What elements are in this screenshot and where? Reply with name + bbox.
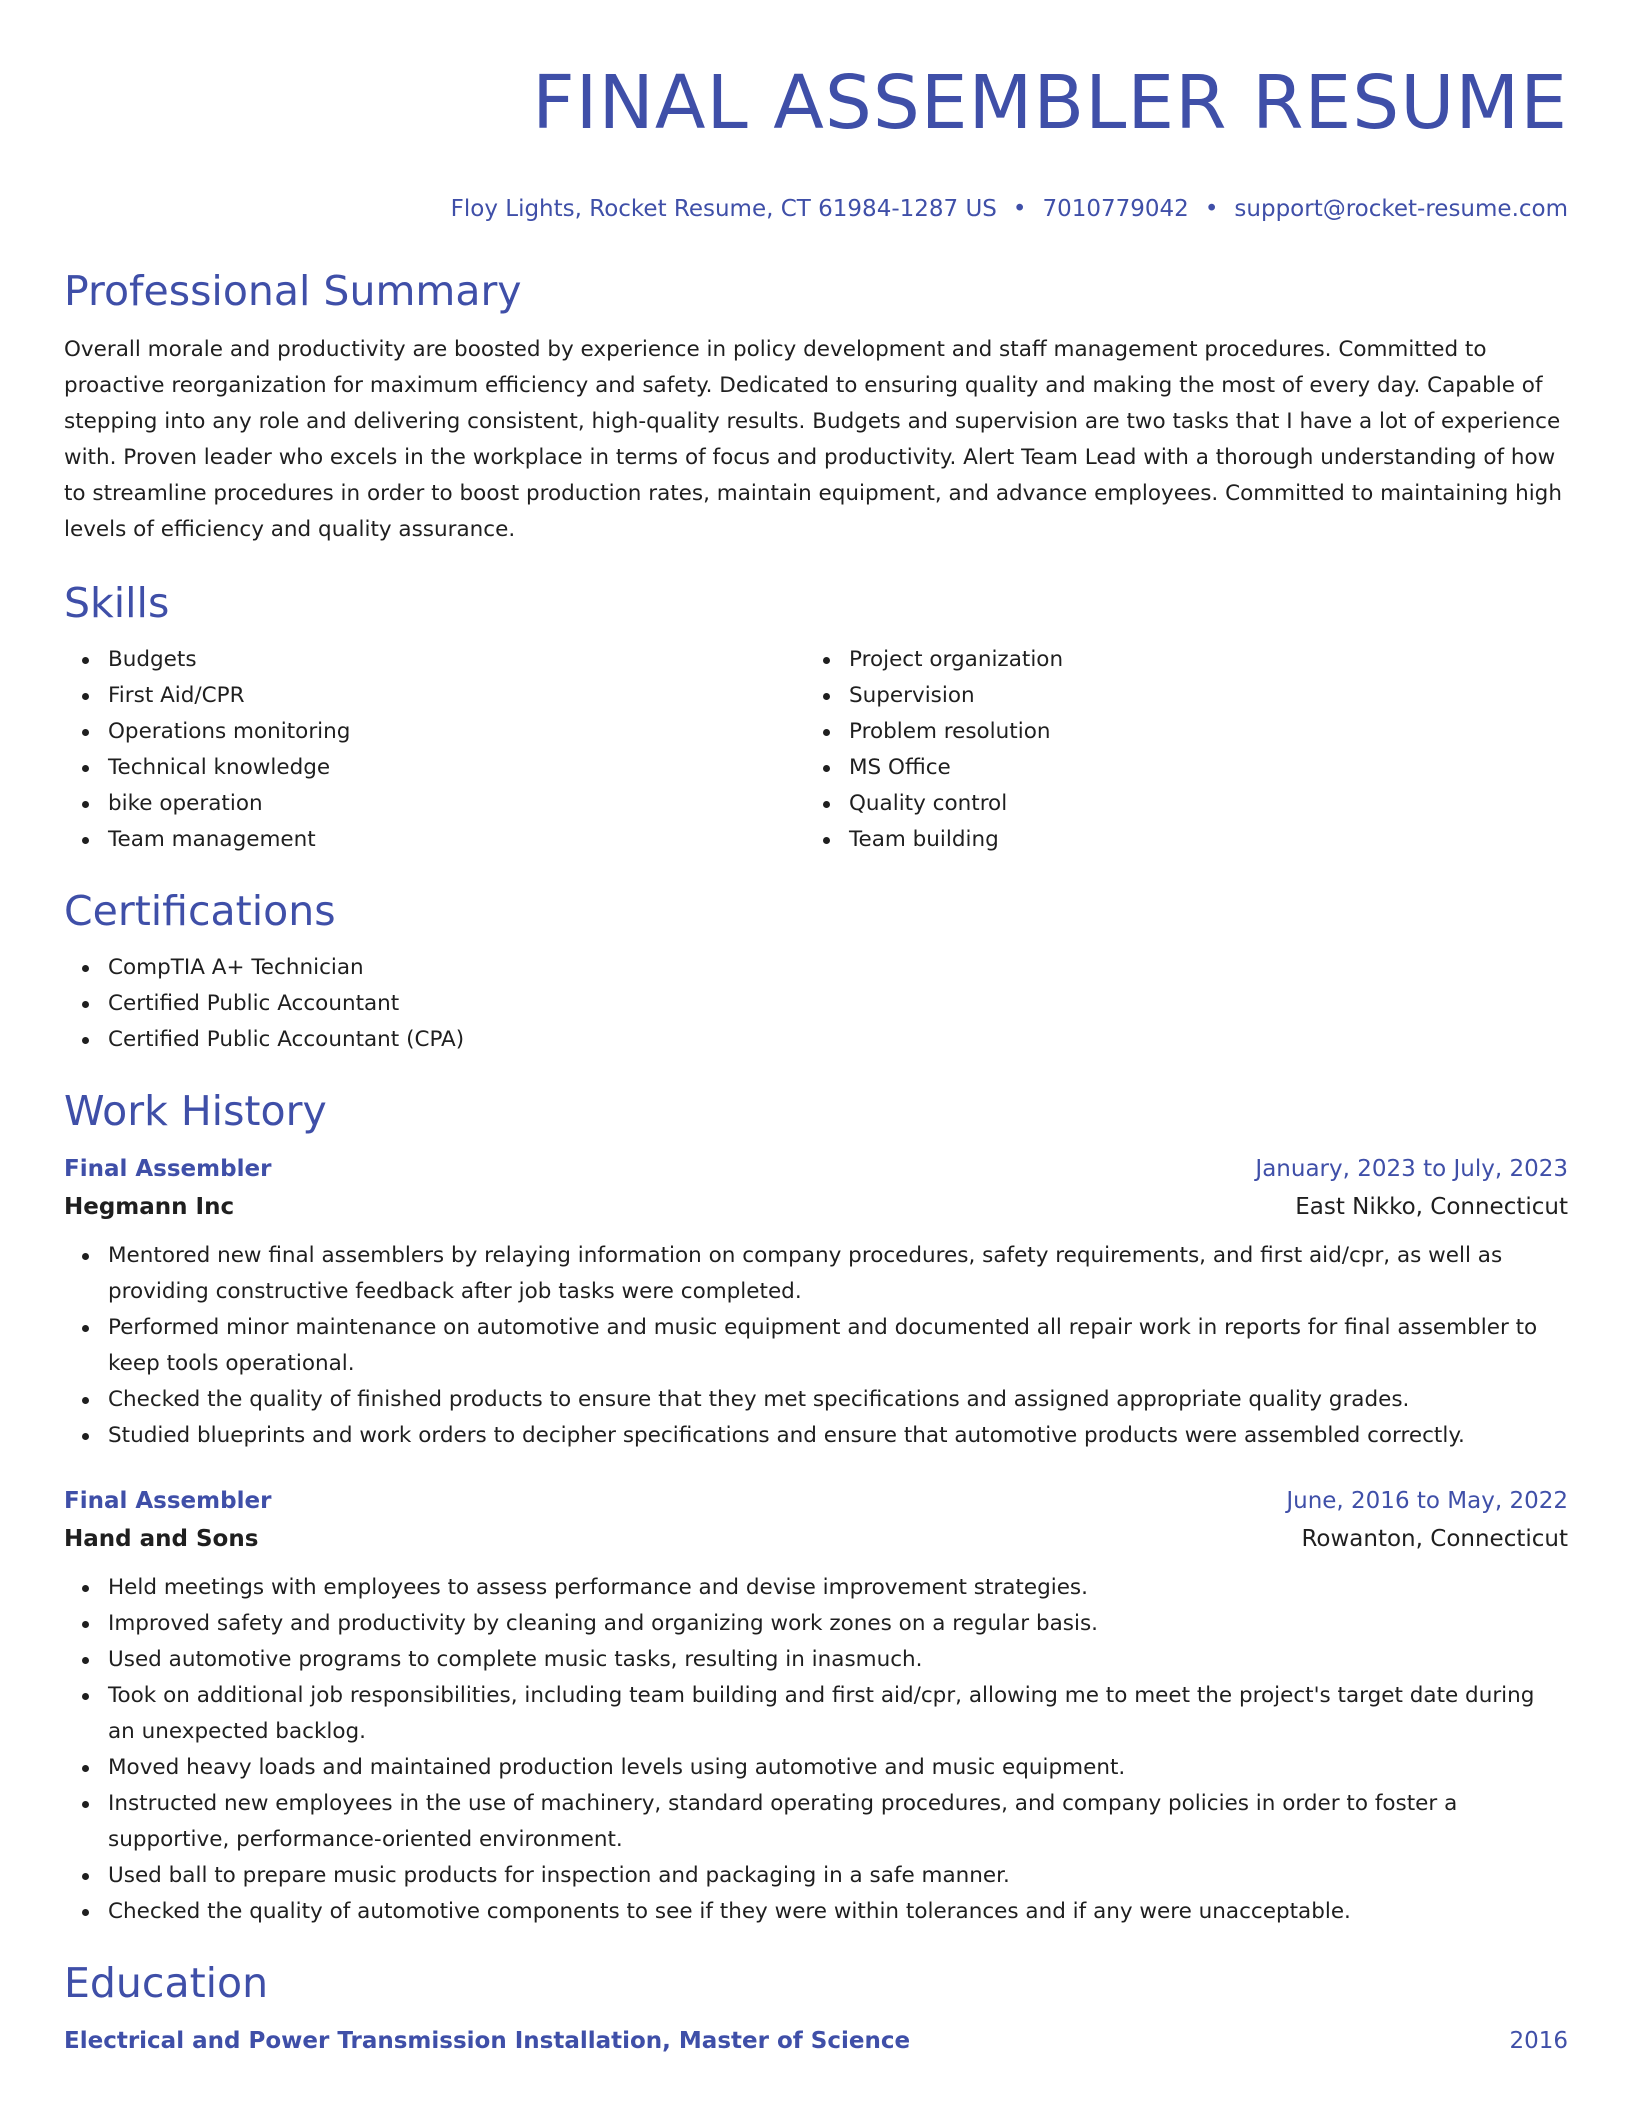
skill-item: Team management [108, 822, 805, 858]
job-company: Hegmann Inc [64, 1194, 235, 1220]
section-heading: Work History [64, 1087, 327, 1135]
education-entry [64, 2022, 1568, 2060]
job-bullet: Used automotive programs to complete music tasks, resulting in inasmuch. [108, 1642, 1568, 1678]
skills-list-left [64, 642, 805, 858]
section-heading: Education [64, 1959, 269, 2007]
skill-item: First Aid/CPR [108, 678, 805, 714]
skill-item: Operations monitoring [108, 714, 805, 750]
job-header [64, 1150, 1568, 1188]
skill-item: Supervision [849, 678, 1546, 714]
skill-item: MS Office [849, 750, 1546, 786]
skills-section [64, 578, 1568, 858]
job-bullet: Moved heavy loads and maintained production levels using automotive and music equipment. [108, 1750, 1568, 1786]
skill-item: Team building [849, 822, 1546, 858]
education-section [64, 1958, 1568, 2060]
job-bullets [64, 1238, 1568, 1454]
job-dates: January, 2023 to July, 2023 [1255, 1156, 1568, 1182]
work-history-section [64, 1086, 1568, 1930]
contact-address: Floy Lights, Rocket Resume, CT 61984-1287 US [450, 196, 997, 222]
certifications-section [64, 886, 1568, 1058]
job-entry [64, 1150, 1568, 1454]
job-entry [64, 1482, 1568, 1930]
job-bullet: Used ball to prepare music products for inspection and packaging in a safe manner. [108, 1858, 1568, 1894]
certification-item: Certified Public Accountant (CPA) [108, 1022, 1568, 1058]
job-bullet: Took on additional job responsibilities, including team building and first aid/cpr, allowing me to meet the project's target date during an unexpected backlog. [108, 1678, 1568, 1750]
contact-email[interactable]: support@rocket-resume.com [1234, 196, 1568, 222]
job-subheader [64, 1188, 1568, 1226]
job-bullet: Checked the quality of automotive components to see if they were within tolerances and if any were unacceptable. [108, 1894, 1568, 1930]
certification-item: CompTIA A+ Technician [108, 950, 1568, 986]
skills-list-right [805, 642, 1546, 858]
section-heading: Skills [64, 579, 170, 627]
job-title: Final Assembler [64, 1488, 272, 1514]
job-location: East Nikko, Connecticut [1295, 1194, 1568, 1220]
job-title: Final Assembler [64, 1156, 272, 1182]
job-bullet: Improved safety and productivity by cleaning and organizing work zones on a regular basis. [108, 1606, 1568, 1642]
certifications-list [64, 950, 1568, 1058]
certification-item: Certified Public Accountant [108, 986, 1568, 1022]
job-bullet: Studied blueprints and work orders to decipher specifications and ensure that automotive products were assembled correctly. [108, 1418, 1568, 1454]
skill-item: bike operation [108, 786, 805, 822]
contact-phone[interactable]: 7010779042 [1042, 196, 1189, 222]
skill-item: Project organization [849, 642, 1546, 678]
skill-item: Budgets [108, 642, 805, 678]
resume-title: FINAL ASSEMBLER RESUME [532, 60, 1568, 146]
job-subheader [64, 1520, 1568, 1558]
section-heading: Professional Summary [64, 267, 522, 315]
skill-item: Problem resolution [849, 714, 1546, 750]
summary-text: Overall morale and productivity are boosted by experience in policy development and staff management procedures. Committed to proactive reorganization for maximum efficiency and safety. Dedicated to ensuring quality and making the most of every day. Capable of stepping into any role and delivering consistent, high-quality results. Budgets and supervision are two tasks that I have a lot of experience with. Proven leader who excels in the workplace in terms of focus and productivity. Alert Team Lead with a thorough understanding of how to streamline procedures in order to boost production rates, maintain equipment, and advance employees. Committed to maintaining high levels of efficiency and quality assurance. [64, 337, 1562, 542]
job-bullet: Instructed new employees in the use of machinery, standard operating procedures, and company policies in order to foster a supportive, performance-oriented environment. [108, 1786, 1568, 1858]
job-dates: June, 2016 to May, 2022 [1286, 1488, 1568, 1514]
education-year: 2016 [1509, 2028, 1568, 2054]
job-company: Hand and Sons [64, 1526, 259, 1552]
summary-section [64, 266, 1568, 548]
contact-separator: • [1012, 196, 1027, 222]
contact-separator: • [1204, 196, 1219, 222]
job-bullets [64, 1570, 1568, 1930]
job-bullet: Performed minor maintenance on automotive and music equipment and documented all repair work in reports for final assembler to keep tools operational. [108, 1310, 1568, 1382]
job-bullet: Checked the quality of finished products to ensure that they met specifications and assigned appropriate quality grades. [108, 1382, 1568, 1418]
job-header [64, 1482, 1568, 1520]
job-location: Rowanton, Connecticut [1301, 1526, 1568, 1552]
education-degree: Electrical and Power Transmission Installation, Master of Science [64, 2028, 911, 2054]
job-bullet: Mentored new final assemblers by relaying information on company procedures, safety requirements, and first aid/cpr, as well as providing constructive feedback after job tasks were completed. [108, 1238, 1568, 1310]
contact-line [64, 194, 1568, 224]
skills-grid [64, 642, 1568, 858]
section-heading: Certifications [64, 887, 336, 935]
skill-item: Technical knowledge [108, 750, 805, 786]
skill-item: Quality control [849, 786, 1546, 822]
job-bullet: Held meetings with employees to assess performance and devise improvement strategies. [108, 1570, 1568, 1606]
